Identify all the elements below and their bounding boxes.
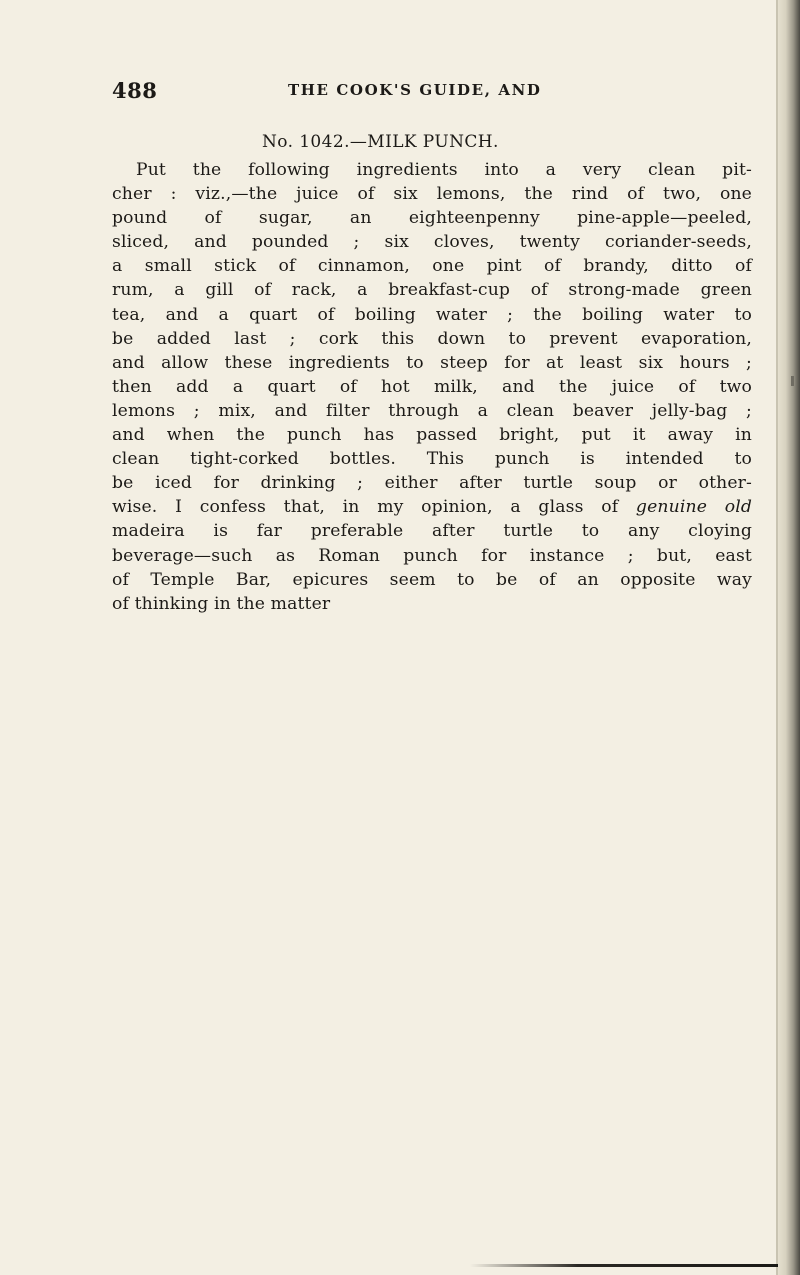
body-line: madeira is far preferable after turtle to any cloying [112,521,752,542]
body-line: then add a quart of hot milk, and the juice of two [112,376,752,397]
running-head [112,78,702,102]
body-line: be added last ; cork this down to prevent evaporation, [112,328,752,349]
body-line: be iced for drinking ; either after turtle soup or other- [112,473,752,494]
body-line: and allow these ingredients to steep for at least six hours ; [112,352,752,373]
body-line: cher : viz.,—the juice of six lemons, the rind of two, one [112,184,752,205]
body-line-with-italic [112,495,752,519]
page-number: 488 [112,78,158,103]
italic-phrase: genuine old [635,497,752,518]
body-line: rum, a gill of rack, a breakfast-cup of strong-made green [112,280,752,301]
body-line: and when the punch has passed bright, put it away in [112,425,752,446]
body-line-text: wise. I confess that, in my opinion, a glass of [112,497,636,518]
body-line: clean tight-corked bottles. This punch is intended to [112,449,752,470]
body-line: of Temple Bar, epicures seem to be of an opposite way [112,569,752,590]
body-line-last: of thinking in the matter [112,593,331,614]
body-line: a small stick of cinnamon, one pint of brandy, ditto of [112,256,752,277]
running-title: THE COOK'S GUIDE, AND [288,81,542,99]
body-line: sliced, and pounded ; six cloves, twenty coriander-seeds, [112,232,752,253]
body-line: beverage—such as Roman punch for instance ; but, east [112,545,752,566]
page-binding-edge [778,0,800,1275]
body-line: tea, and a quart of boiling water ; the boiling water to [112,304,752,325]
edge-mark [791,376,794,386]
body-line: pound of sugar, an eighteenpenny pine-apple—peeled, [112,208,752,229]
body-line: lemons ; mix, and filter through a clean beaver jelly-bag ; [112,400,752,421]
body-line: Put the following ingredients into a very clean pit- [136,160,752,180]
bottom-rule [470,1264,778,1267]
recipe-body [112,158,752,616]
recipe-title: No. 1042.—MILK PUNCH. [262,132,499,152]
